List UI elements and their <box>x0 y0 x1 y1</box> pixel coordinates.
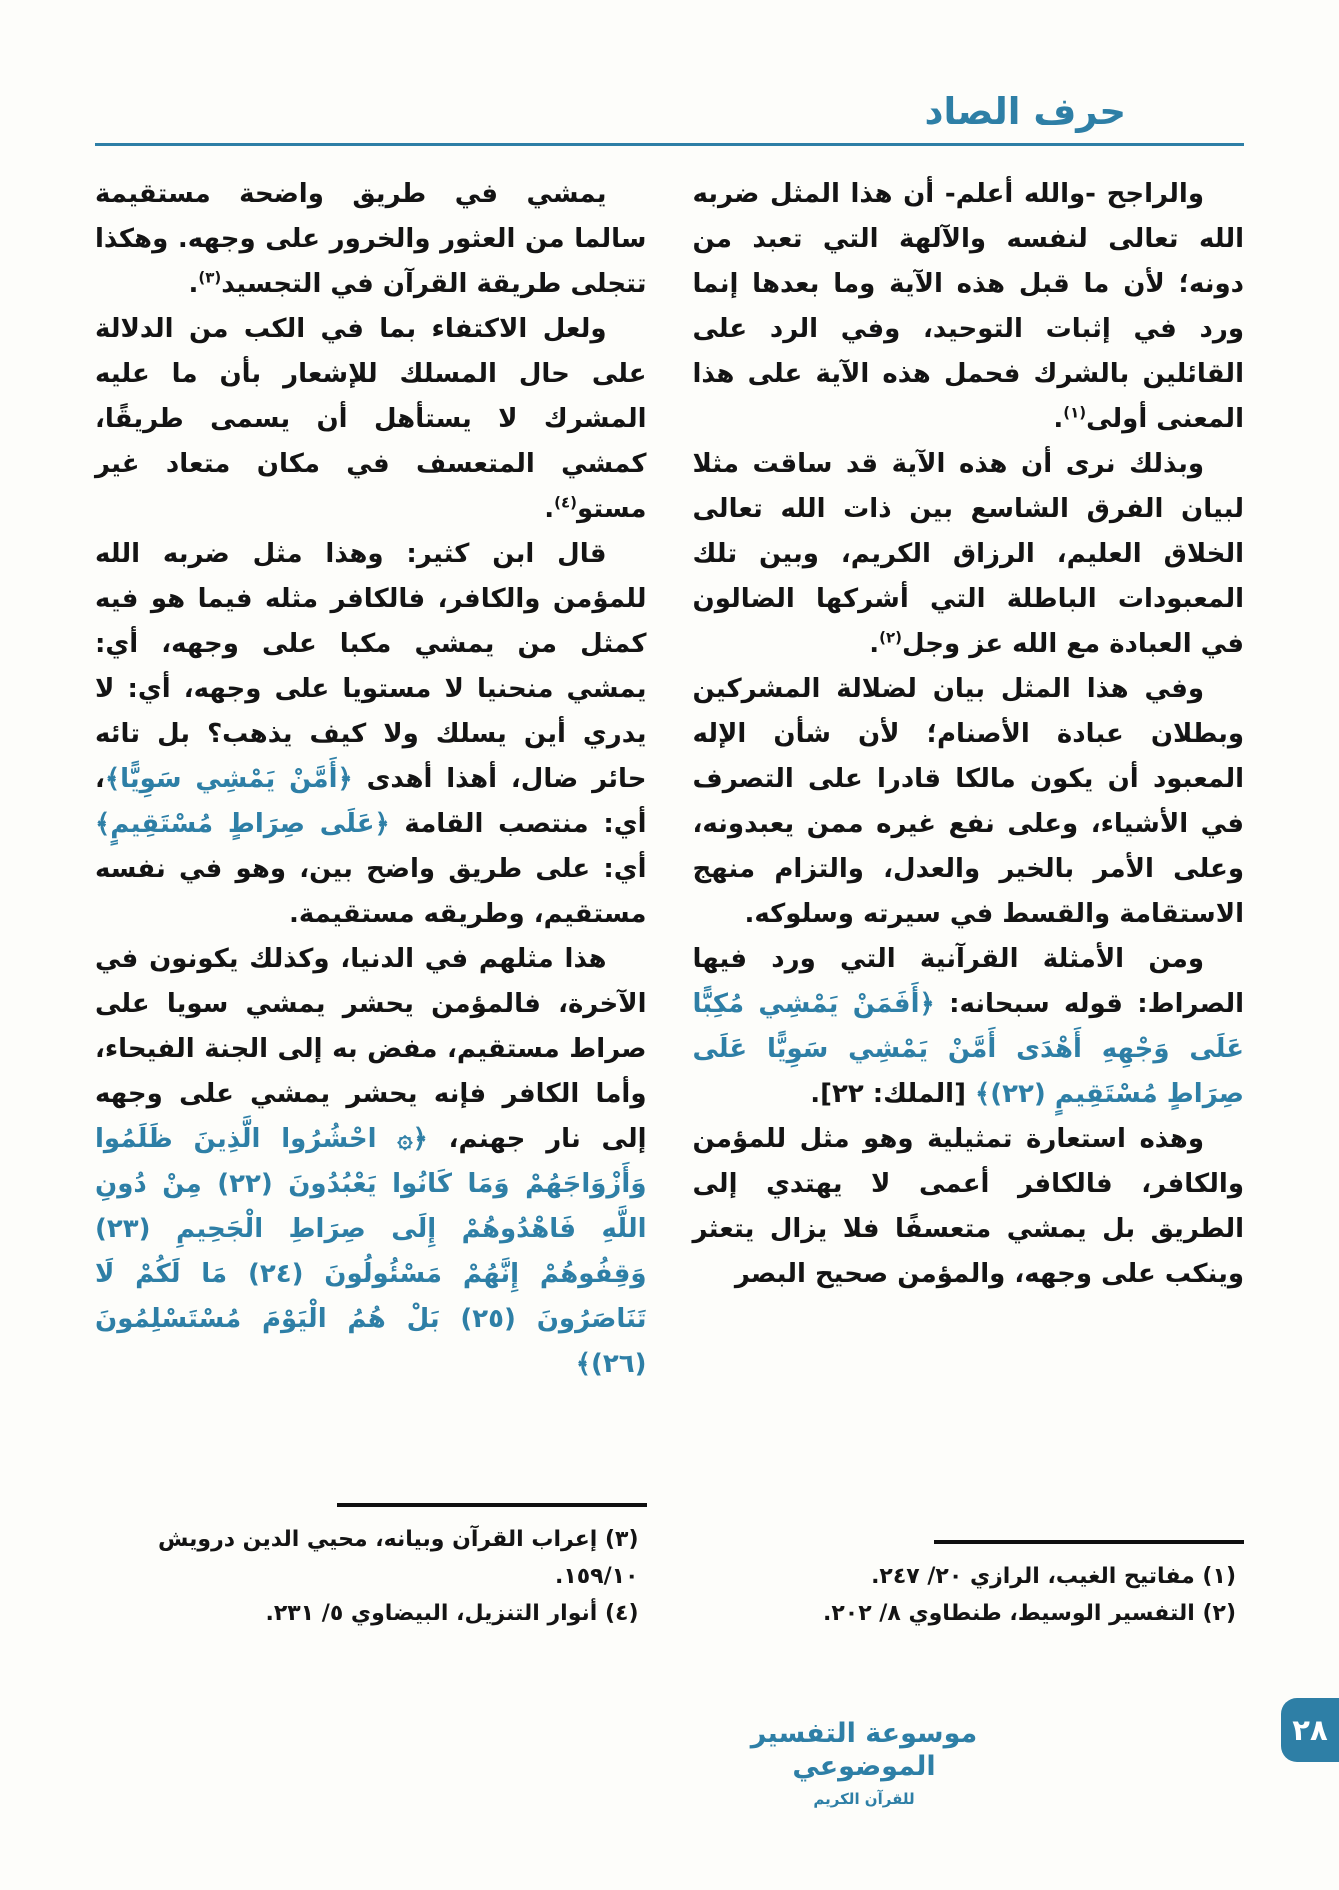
body-text: . <box>188 268 199 299</box>
page-number-badge <box>1281 1698 1339 1762</box>
paragraph <box>693 172 1245 442</box>
body-text: هذا مثلهم في الدنيا، وكذلك يكونون في الآخرة، فالمؤمن يحشر يمشي سويا على صراط مستقيم، مفض به إلى الجنة الفيحاء، وأما الكافر فإنه يحشر يمشي على وجهه إلى نار جهنم، <box>95 943 647 1154</box>
body-text: ولعل الاكتفاء بما في الكب من الدلالة على حال المسلك للإشعار بأن ما عليه المشرك لا يستأهل أن يسمى طريقًا، كمشي المتعسف في مكان متعاد غير مستو <box>95 313 647 524</box>
column-right-body <box>693 172 1245 1297</box>
footnote-separator <box>337 1503 647 1507</box>
section-title: حرف الصاد <box>924 90 1126 133</box>
quran-verse: ﴿عَلَى صِرَاطٍ مُسْتَقِيمٍ﴾ <box>95 808 390 839</box>
body-text: وهذه استعارة تمثيلية وهو مثل للمؤمن والكافر، فالكافر أعمى لا يهتدي إلى الطريق بل يمشي متعسفًا فلا يزال يتعثر وينكب على وجهه، والمؤمن صحيح البصر <box>692 1123 1244 1289</box>
page-number: ٢٨ <box>1292 1713 1328 1747</box>
body-text: وفي هذا المثل بيان لضلالة المشركين وبطلان عبادة الأصنام؛ لأن شأن الإله المعبود أن يكون مالكا قادرا على التصرف في الأشياء، وعلى نفع غيره ممن يعبدونه، وعلى الأمر بالخير والعدل، والتزام منهج الاستقامة والقسط في سيرته وسلوكه. <box>692 673 1244 929</box>
body-text: وبذلك نرى أن هذه الآية قد ساقت مثلا لبيان الفرق الشاسع بين ذات الله تعالى الخلاق العليم، الرزاق الكريم، وبين تلك المعبودات الباطلة التي أشركها الضالون في العبادة مع الله عز وجل <box>692 448 1244 659</box>
footnotes-right-list <box>693 1558 1245 1632</box>
footnotes-right <box>693 1534 1245 1632</box>
paragraph <box>693 667 1245 937</box>
logo-title: موسوعة التفسير الموضوعي <box>750 1717 978 1783</box>
body-text: قال ابن كثير: وهذا مثل ضربه الله للمؤمن والكافر، فالكافر مثله فيما هو فيه كمثل من يمشي مكبا على وجهه، أي: يمشي منحنيا لا مستويا على وجهه، أي: لا يدري أين يسلك ولا كيف يذهب؟ بل تائه حائر ضال، أهذا أهدى <box>95 538 647 794</box>
quran-verse: ﴿۞ احْشُرُوا الَّذِينَ ظَلَمُوا وَأَزْوَاجَهُمْ وَمَا كَانُوا يَعْبُدُونَ (٢٢) مِنْ دُونِ اللَّهِ فَاهْدُوهُمْ إِلَى صِرَاطِ الْجَحِيمِ (٢٣) وَقِفُوهُمْ إِنَّهُمْ مَسْئُولُونَ (٢٤) مَا لَكُمْ لَا تَنَاصَرُونَ (٢٥) بَلْ هُمُ الْيَوْمَ مُسْتَسْلِمُونَ (٢٦)﴾ <box>95 1123 647 1379</box>
logo-subtitle: للقرآن الكريم <box>813 1790 915 1808</box>
paragraph <box>95 532 647 937</box>
footnote-ref: (١) <box>1063 403 1087 422</box>
footnote: (٤) أنوار التنزيل، البيضاوي ٥/ ٢٣١. <box>265 1600 639 1626</box>
body-text: . <box>1053 403 1064 434</box>
paragraph <box>95 172 647 307</box>
footnotes-left-list <box>95 1521 647 1632</box>
footnote-ref: (٤) <box>554 493 578 512</box>
column-right <box>693 172 1245 1632</box>
body-text: يمشي في طريق واضحة مستقيمة سالما من العثور والخرور على وجهه. وهكذا تتجلى طريقة القرآن في التجسيد <box>95 178 647 299</box>
footnote: (٣) إعراب القرآن وبيانه، محيي الدين درويش ١٥٩/١٠. <box>158 1526 639 1589</box>
footnote-separator <box>934 1540 1244 1544</box>
paragraph <box>693 1117 1245 1297</box>
footnote-ref: (٣) <box>198 268 222 287</box>
body-text: [الملك: ٢٢]. <box>810 1078 976 1109</box>
column-left <box>95 172 647 1632</box>
body-text: ومن الأمثلة القرآنية التي ورد فيها الصراط: قوله سبحانه: <box>692 943 1244 1019</box>
publisher-logo <box>734 1717 994 1809</box>
paragraph <box>693 937 1245 1117</box>
body-text: . <box>869 628 880 659</box>
body-text: . <box>544 493 555 524</box>
body-text: والراجح -والله أعلم- أن هذا المثل ضربه الله تعالى لنفسه والآلهة التي تعبد من دونه؛ لأن ما قبل هذه الآية وما بعدها إنما ورد في إثبات التوحيد، وفي الرد على القائلين بالشرك فحمل هذه الآية على هذا المعنى أولى <box>692 178 1244 434</box>
paragraph <box>95 937 647 1387</box>
header-rule <box>95 143 1244 146</box>
paragraph <box>95 307 647 532</box>
footnote-ref: (٢) <box>879 628 903 647</box>
body-text: ، أي: منتصب القامة <box>95 763 647 839</box>
paragraph <box>693 442 1245 667</box>
page-header <box>0 0 1339 146</box>
footnotes-left <box>95 1497 647 1632</box>
quran-verse: ﴿أَفَمَنْ يَمْشِي مُكِبًّا عَلَى وَجْهِهِ أَهْدَى أَمَّنْ يَمْشِي سَوِيًّا عَلَى صِرَاطٍ مُسْتَقِيمٍ (٢٢)﴾ <box>692 988 1244 1109</box>
quran-verse: ﴿أَمَّنْ يَمْشِي سَوِيًّا﴾ <box>104 763 353 794</box>
text-columns <box>95 172 1244 1632</box>
footnote: (١) مفاتيح الغيب، الرازي ٢٠/ ٢٤٧. <box>871 1563 1236 1589</box>
column-left-body <box>95 172 647 1387</box>
body-text: أي: على طريق واضح بين، وهو في نفسه مستقيم، وطريقه مستقيمة. <box>95 853 647 929</box>
footnote: (٢) التفسير الوسيط، طنطاوي ٨/ ٢٠٢. <box>822 1600 1236 1626</box>
